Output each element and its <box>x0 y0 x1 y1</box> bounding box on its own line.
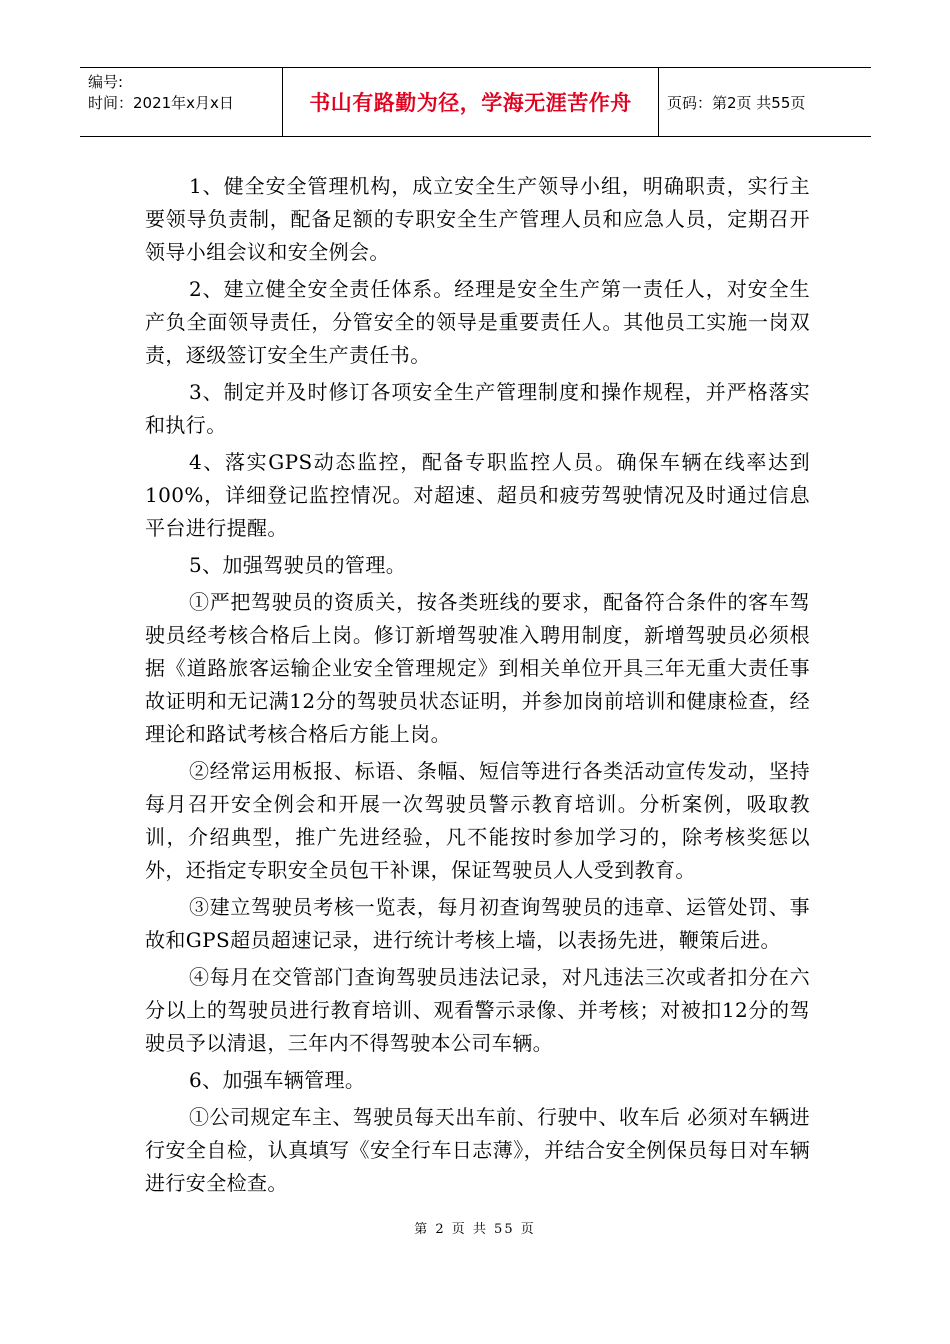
header-page-info: 页码：第2页 共55页 <box>667 93 806 112</box>
paragraph: 6、加强车辆管理。 <box>189 1068 366 1092</box>
document-body <box>145 170 810 1204</box>
paragraph: 2、建立健全安全责任体系。经理是安全生产第一责任人，对安全生产负全面领导责任，分管安全的领导是重要责任人。其他员工实施一岗双责，逐级签订安全生产责任书。 <box>145 277 810 367</box>
paragraph: ①严把驾驶员的资质关，按各类班线的要求，配备符合条件的客车驾驶员经考核合格后上岗。修订新增驾驶准入聘用制度，新增驾驶员必须根据《道路旅客运输企业安全管理规定》到相关单位开具三年无重大责任事故证明和无记满12分的驾驶员状态证明，并参加岗前培训和健康检查，经理论和路试考核合格后方能上岗。 <box>145 590 810 746</box>
paragraph: ①公司规定车主、驾驶员每天出车前、行驶中、收车后 必须对车辆进行安全自检，认真填写《安全行车日志薄》，并结合安全例保员每日对车辆进行安全检查。 <box>145 1105 810 1195</box>
document-header <box>80 67 871 137</box>
paragraph: ②经常运用板报、标语、条幅、短信等进行各类活动宣传发动，坚持每月召开安全例会和开展一次驾驶员警示教育培训。分析案例，吸取教训，介绍典型，推广先进经验，凡不能按时参加学习的，除考核奖惩以外，还指定专职安全员包干补课，保证驾驶员人人受到教育。 <box>145 759 810 882</box>
paragraph: 4、落实GPS动态监控，配备专职监控人员。确保车辆在线率达到100%，详细登记监控情况。对超速、超员和疲劳驾驶情况及时通过信息平台进行提醒。 <box>145 450 810 540</box>
time-label: 时间：2021年x月x日 <box>88 94 234 112</box>
header-meta <box>80 68 283 136</box>
paragraph: ④每月在交管部门查询驾驶员违法记录，对凡违法三次或者扣分在六分以上的驾驶员进行教育培训、观看警示录像、并考核；对被扣12分的驾驶员予以清退，三年内不得驾驶本公司车辆。 <box>145 965 810 1055</box>
page-footer: 第 2 页 共 55 页 <box>414 1222 536 1237</box>
paragraph: 3、制定并及时修订各项安全生产管理制度和操作规程，并严格落实和执行。 <box>145 380 810 437</box>
number-label: 编号: <box>88 73 124 91</box>
paragraph: ③建立驾驶员考核一览表，每月初查询驾驶员的违章、运管处罚、事故和GPS超员超速记录，进行统计考核上墙，以表扬先进，鞭策后进。 <box>145 895 810 952</box>
paragraph: 5、加强驾驶员的管理。 <box>189 553 407 577</box>
header-motto: 书山有路勤为径，学海无涯苦作舟 <box>283 68 659 136</box>
paragraph: 1、健全安全管理机构，成立安全生产领导小组，明确职责，实行主要领导负责制，配备足额的专职安全生产管理人员和应急人员，定期召开领导小组会议和安全例会。 <box>145 174 810 264</box>
